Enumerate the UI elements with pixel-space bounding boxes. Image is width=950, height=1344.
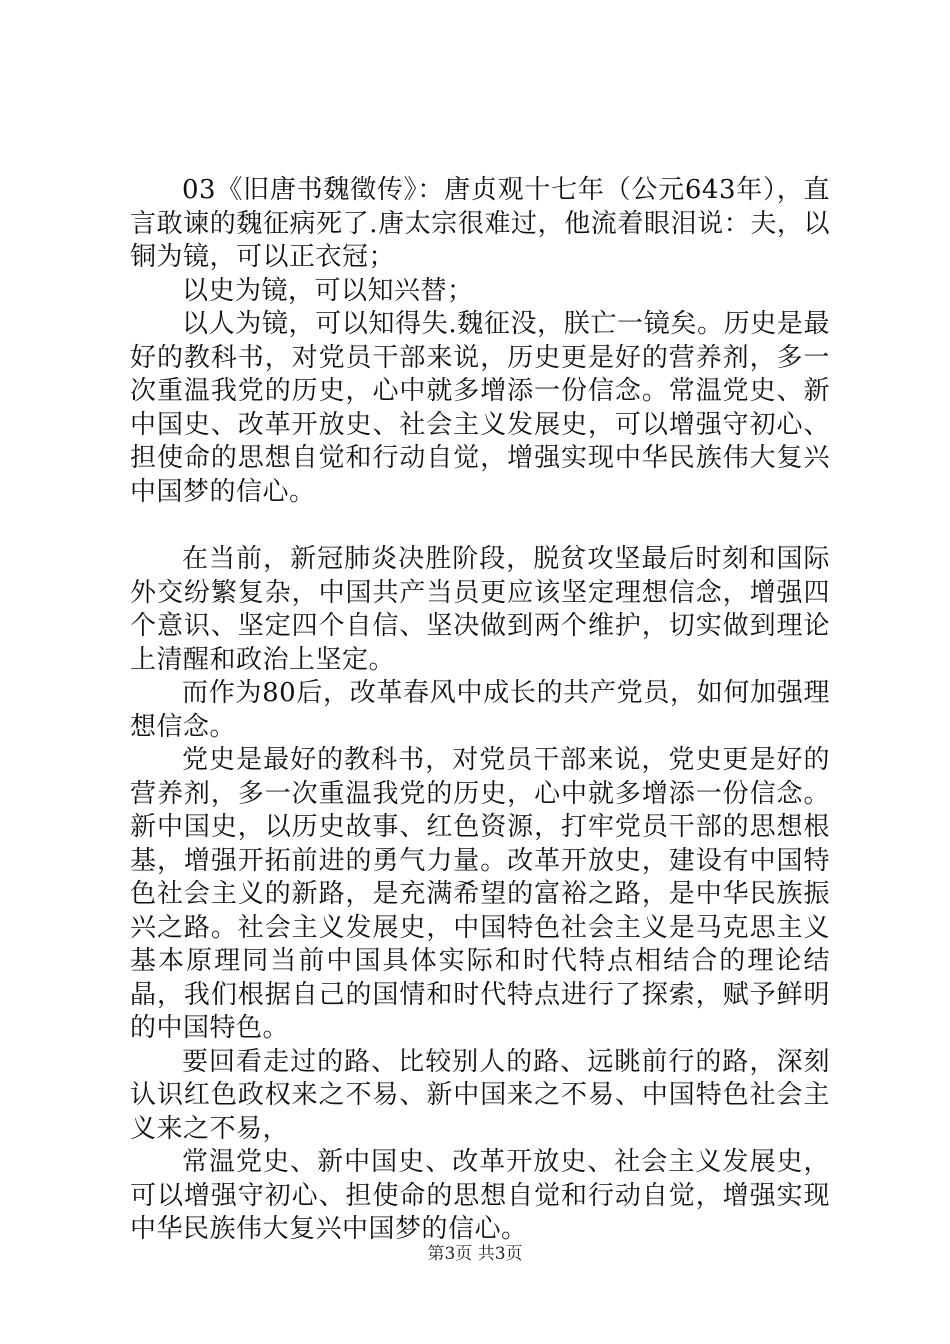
paragraph: 以史为镜，可以知兴替； xyxy=(182,275,474,306)
page-footer: 第3页 共3页 xyxy=(427,1244,523,1264)
paragraph: 党史是最好的教科书，对党员干部来说，党史更是好的营养剂，多一次重温我党的历史，心中就多增添一份信念。新中国史，以历史故事、红色资源，打牢党员干部的思想根基，增强开拓前进的勇气力量。改革开放史，建设有中国特色社会主义的新路，是充满希望的富裕之路，是中华民族振兴之路。社会主义发展史，中国特色社会主义是马克思主义基本原理同当前中国具体实际和时代特点相结合的理论结晶，我们根据自己的国情和时代特点进行了探索，赋予鲜明的中国特色。 xyxy=(130,745,830,1043)
paragraph: 常温党史、新中国史、改革开放史、社会主义发展史，可以增强守初心、担使命的思想自觉和行动自觉，增强实现中华民族伟大复兴中国梦的信心。 xyxy=(130,1147,830,1244)
paragraph: 03《旧唐书魏徵传》：唐贞观十七年（公元643年），直言敢谏的魏征病死了.唐太宗很难过，他流着眼泪说：夫，以铜为镜，可以正衣冠； xyxy=(130,175,830,272)
paragraph: 以人为镜，可以知得失.魏征没，朕亡一镜矣。历史是最好的教科书，对党员干部来说，历史更是好的营养剂，多一次重温我党的历史，心中就多增添一份信念。常温党史、新中国史、改革开放史、社会主义发展史，可以增强守初心、担使命的思想自觉和行动自觉，增强实现中华民族伟大复兴中国梦的信心。 xyxy=(130,309,830,507)
paragraph: 在当前，新冠肺炎决胜阶段，脱贫攻坚最后时刻和国际外交纷繁复杂，中国共产当员更应该坚定理想信念，增强四个意识、坚定四个自信、坚决做到两个维护，切实做到理论上清醒和政治上坚定。 xyxy=(130,544,830,675)
document-body xyxy=(130,174,830,1247)
paragraph: 而作为80后，改革春风中成长的共产党员，如何加强理想信念。 xyxy=(130,678,830,742)
paragraph-gap xyxy=(130,509,830,543)
paragraph: 要回看走过的路、比较别人的路、远眺前行的路，深刻认识红色政权来之不易、新中国来之不易、中国特色社会主义来之不易， xyxy=(130,1046,830,1144)
